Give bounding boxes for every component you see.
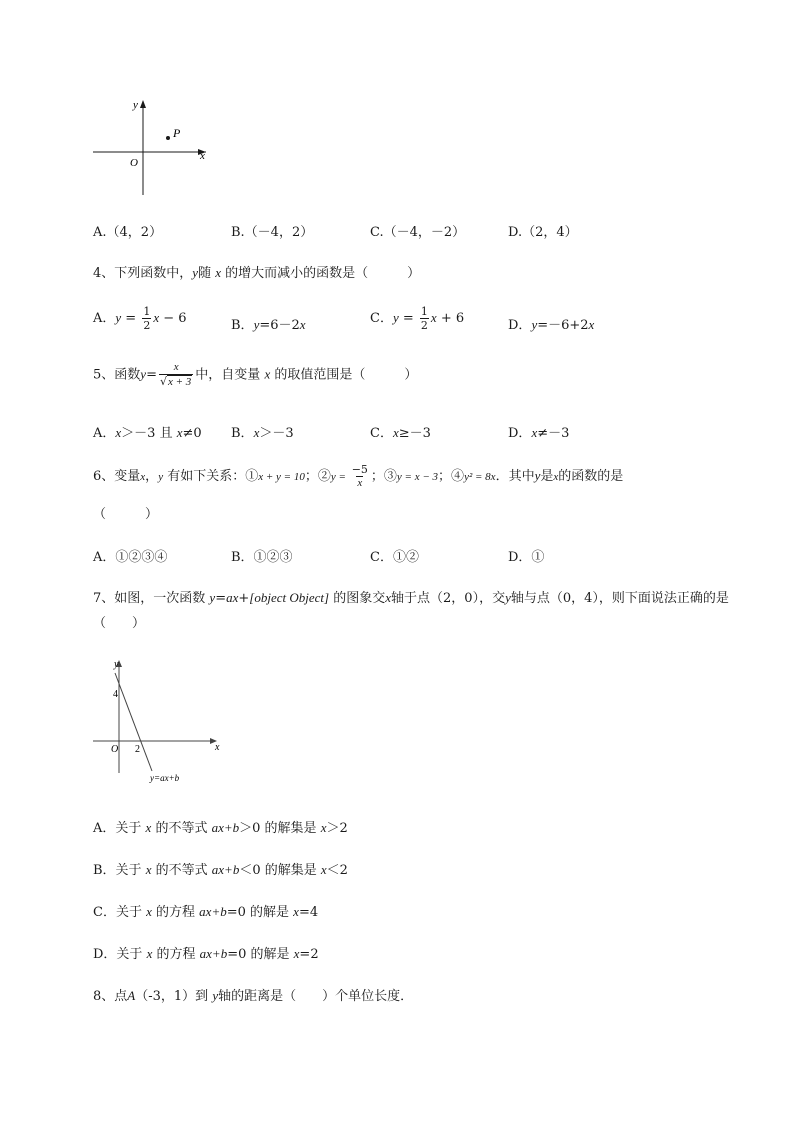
q5-option-d[interactable]	[508, 422, 569, 441]
q7-a-t3: ＞0 的解集是	[239, 821, 317, 836]
y-axis-label: y	[114, 659, 119, 670]
q7-b-t2: 的不等式	[155, 863, 208, 878]
q7-a-t4: ＞2	[326, 821, 348, 836]
q4-a-eq: =	[121, 311, 141, 326]
q7-option-d[interactable]	[93, 943, 319, 962]
q7-c-expr: ax+b	[199, 904, 227, 919]
q7-b-t1: B．关于	[93, 863, 142, 878]
q7-a-expr: ax+b	[211, 820, 240, 835]
y-intercept-label: 4	[113, 689, 118, 700]
q4-stem	[93, 262, 420, 281]
q6-stem3: ．其中	[495, 469, 535, 484]
y-axis-arrow	[140, 100, 146, 108]
q5-var-y: y	[140, 366, 147, 382]
q4-c-num: 1	[420, 305, 428, 318]
line-graph	[115, 673, 152, 771]
q7-option-a[interactable]	[93, 817, 348, 836]
q5-d-label: D．	[508, 426, 532, 441]
q5-var-x: x	[264, 366, 271, 382]
y-axis-label: y	[133, 99, 138, 111]
q5-c-text: ≥－3	[398, 426, 431, 441]
q4-c-den: 2	[420, 319, 428, 332]
q6-option-a[interactable]: A．①②③④	[93, 550, 168, 565]
q3-option-c[interactable]: C.（－4，－2）	[370, 225, 466, 240]
q7-stem	[93, 587, 729, 606]
q7-d-t2: 的方程	[156, 947, 196, 962]
q4-a-num: 1	[143, 305, 151, 318]
q7-stem2: 的图象交	[333, 591, 386, 606]
q4-stem-mid: 随	[198, 266, 212, 281]
q6-option-b[interactable]: B．①②③	[231, 550, 293, 565]
q6-option-d[interactable]: D．①	[508, 550, 545, 565]
q4-c-x: x	[430, 310, 437, 325]
line-label: y=ax+b	[150, 773, 180, 783]
q7-c-t2: 的方程	[156, 905, 196, 920]
q5-a-x: x	[115, 425, 122, 440]
q5-a-label: A．	[93, 426, 116, 441]
q5-d-text: ≠－3	[537, 426, 570, 441]
q6-relation-2-y: y =	[330, 471, 349, 483]
q7-d-t3: =0 的解是	[227, 947, 290, 962]
q6-relation-1: x + y = 10	[258, 471, 305, 483]
q8-t2: （-3，1）到	[135, 989, 209, 1004]
q6-comma: ，	[145, 469, 159, 484]
q5-c-label: C．	[370, 426, 393, 441]
q6-option-c[interactable]: C．①②	[370, 550, 419, 565]
q7-stem1: 7、如图，一次函数	[93, 591, 206, 606]
q5-d-x: x	[531, 425, 538, 440]
q8-t1: 8、点	[93, 989, 128, 1004]
q7-a-x2: x	[320, 820, 327, 835]
q8-stem	[93, 985, 413, 1004]
q5-a-text2: ≠0	[182, 426, 202, 441]
q6-r2-den: x	[357, 477, 363, 489]
q7-b: [object Object]	[249, 590, 330, 605]
q5-num: x	[173, 361, 179, 373]
q4-stem-end: 的增大而减小的函数是（ ）	[225, 266, 421, 281]
q6-sep1: ；②	[304, 469, 331, 484]
coordinate-figure-p	[88, 95, 218, 200]
q7-c-t3: =0 的解是	[226, 905, 290, 920]
q4-d-x: x	[588, 317, 595, 332]
q4-option-d[interactable]	[508, 314, 594, 333]
q7-answer-blank: （ ）	[93, 616, 146, 631]
q6-sep3: ；④	[438, 469, 465, 484]
q4-var-x: x	[215, 265, 221, 280]
q4-a-fraction	[142, 306, 151, 331]
q4-var-y: y	[192, 265, 199, 280]
q6-var-x2: x	[553, 471, 559, 483]
q8-var-y: y	[212, 988, 219, 1003]
q7-c-t1: C．关于	[93, 905, 142, 920]
q7-stem3: 轴于点（2，0），交	[391, 591, 506, 606]
linear-function-figure	[88, 655, 228, 785]
q6-relation-4: y² = 8x	[464, 471, 496, 483]
q5-radicand: x + 3	[167, 376, 192, 388]
q7-option-b[interactable]	[93, 859, 348, 878]
q4-b-y: y	[253, 317, 260, 332]
q5-stem	[93, 362, 417, 388]
q7-a-x: x	[145, 820, 152, 835]
q6-stem4: 是	[540, 469, 554, 484]
q5-b-label: B．	[231, 426, 254, 441]
x-axis-label: x	[200, 150, 205, 162]
q7-b-x: x	[145, 862, 152, 877]
q6-relation-2-fraction	[351, 464, 369, 489]
q7-option-c[interactable]	[93, 901, 318, 920]
q5-stem-mid: 中，自变量	[195, 367, 261, 383]
q8-point-a: A	[127, 988, 136, 1003]
q6-r2-num: −5	[351, 463, 368, 476]
q3-option-d[interactable]: D.（2，4）	[508, 225, 578, 240]
origin-label: O	[111, 744, 119, 755]
q5-option-b[interactable]	[231, 422, 294, 441]
q4-d-y: y	[531, 317, 538, 332]
q7-a-t2: 的不等式	[155, 821, 208, 836]
q7-eq: =	[215, 591, 227, 606]
q5-eq: =	[146, 367, 157, 383]
q4-option-a[interactable]	[93, 306, 187, 331]
q7-stem4: 轴与点（0，4），则下面说法正确的是	[510, 591, 729, 606]
q5-den: √x + 3	[159, 375, 192, 388]
q4-a-den: 2	[143, 319, 151, 332]
q5-stem-text: 5、函数	[93, 367, 141, 383]
q5-option-c[interactable]	[370, 422, 431, 441]
q6-stem2: 有如下关系：①	[167, 469, 259, 484]
q5-c-x: x	[392, 425, 399, 440]
q4-option-b[interactable]	[231, 314, 306, 333]
point-p	[166, 136, 170, 140]
point-p-label: P	[173, 126, 181, 140]
q4-d-eq: =－6+2	[537, 318, 589, 333]
q4-option-c[interactable]	[370, 306, 464, 331]
q6-stem5: 的函数的是	[558, 469, 624, 484]
q4-c-label: C．	[370, 311, 393, 326]
q4-a-tail: − 6	[159, 311, 187, 326]
q7-b-x2: x	[320, 862, 327, 877]
x-intercept-label: 2	[135, 744, 140, 755]
q6-stem	[93, 464, 623, 489]
q3-option-a[interactable]: A.（4，2）	[93, 225, 163, 240]
q4-b-eq: =6－2	[259, 318, 300, 333]
q7-d-x: x	[146, 946, 153, 961]
q7-a-t1: A．关于	[93, 821, 142, 836]
q6-var-y: y	[158, 471, 164, 483]
q4-b-label: B．	[231, 318, 254, 333]
q7-d-x2: x	[293, 946, 300, 961]
q4-a-label: A．	[93, 311, 116, 326]
q7-c-x: x	[146, 904, 152, 919]
q7-c-x2: x	[293, 904, 299, 919]
q6-relation-3: y = x − 3	[396, 471, 439, 483]
q3-option-b[interactable]: B.（－4，2）	[231, 225, 314, 240]
q4-c-fraction	[420, 306, 429, 331]
q4-d-label: D．	[508, 318, 532, 333]
q4-c-y: y	[392, 310, 399, 325]
q7-plus: +	[238, 591, 250, 606]
q6-stem1: 6、变量	[93, 469, 141, 484]
q5-a-text: ＞－3 且	[121, 426, 173, 441]
q7-var-y2: y	[505, 590, 511, 605]
q5-fraction	[159, 362, 193, 388]
q4-a-y: y	[115, 310, 122, 325]
q4-stem-text: 4、下列函数中，	[93, 266, 193, 281]
q4-c-tail: + 6	[436, 311, 465, 326]
q8-t3: 轴的距离是（ ）个单位长度．	[218, 989, 414, 1004]
q4-b-x: x	[299, 317, 306, 332]
q7-b-expr: ax+b	[211, 862, 240, 877]
origin-label: O	[130, 157, 138, 169]
q6-sep2: ；③	[370, 469, 397, 484]
q7-var-y: y	[209, 590, 216, 605]
q6-answer-blank: （ ）	[93, 507, 159, 522]
q6-var-y2: y	[534, 468, 541, 483]
q6-var-x: x	[140, 471, 146, 483]
q5-b-x: x	[253, 425, 260, 440]
q4-a-x: x	[153, 310, 160, 325]
q7-ax: ax	[226, 590, 239, 605]
q7-c-t4: =4	[298, 905, 319, 920]
x-axis-label: x	[215, 742, 220, 753]
q5-a-x2: x	[176, 425, 183, 440]
q7-d-expr: ax+b	[199, 946, 228, 961]
q7-b-t4: ＜2	[326, 863, 348, 878]
q5-option-a[interactable]	[93, 422, 202, 441]
q7-d-t4: =2	[299, 947, 319, 962]
q5-stem-end: 的取值范围是（ ）	[274, 367, 418, 383]
q5-b-text: ＞－3	[259, 426, 294, 441]
q4-c-eq: =	[398, 311, 418, 326]
q7-b-t3: ＜0 的解集是	[239, 863, 317, 878]
q7-d-t1: D．关于	[93, 947, 143, 962]
q7-var-x: x	[385, 590, 392, 605]
